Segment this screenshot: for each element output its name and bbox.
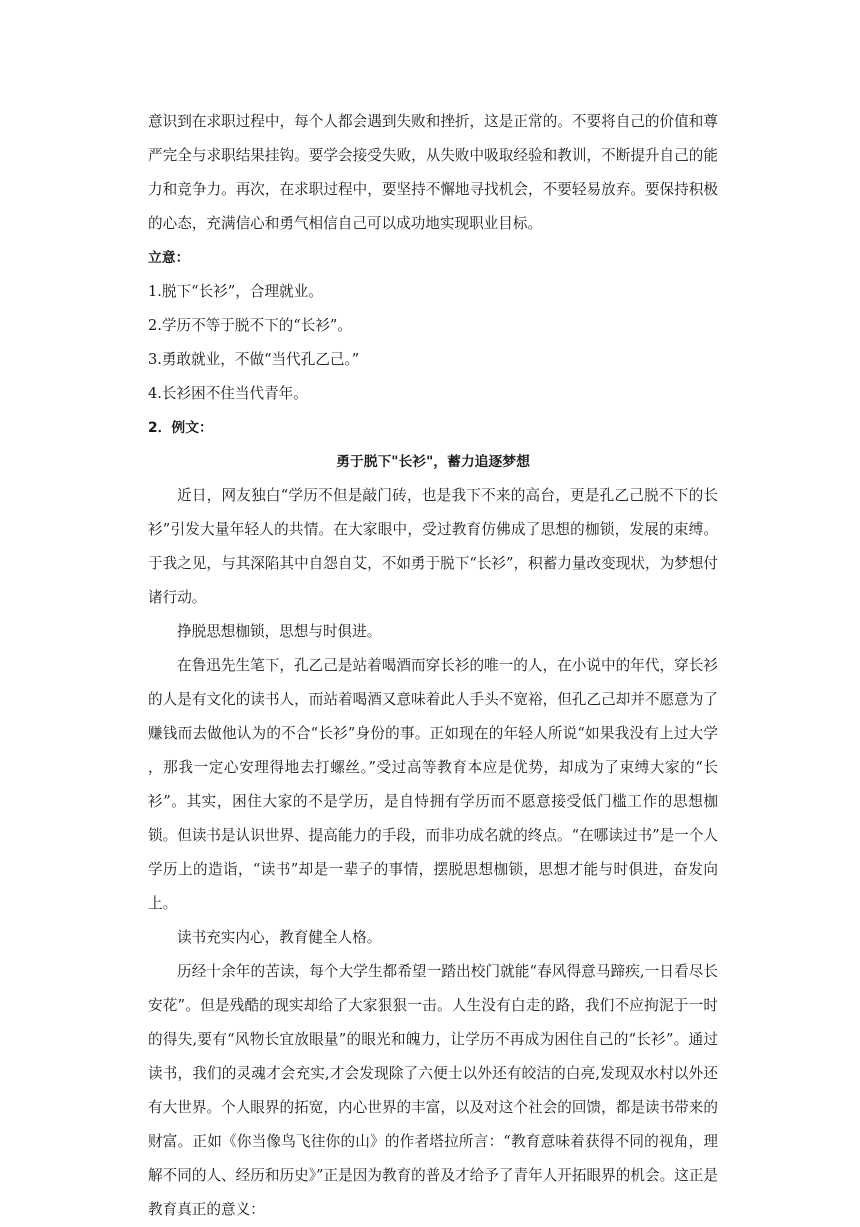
document-body: [148, 105, 718, 1227]
intro-paragraph: 意识到在求职过程中，每个人都会遇到失败和挫折，这是正常的。不要将自己的价值和尊严完全与求职结果挂钩。要学会接受失败，从失败中吸取经验和教训，不断提升自己的能力和竞争力。再次，在求职过程中，要坚持不懈地寻找机会，不要轻易放弃。要保持积极的心态，充满信心和勇气相信自己可以成功地实现职业目标。: [148, 113, 718, 232]
theme-point: 4.长衫困不住当代青年。: [148, 385, 308, 402]
theme-heading: 立意：: [148, 250, 190, 266]
essay-subheading: 读书充实内心，教育健全人格。: [177, 929, 382, 946]
example-heading: 2．例文：: [148, 420, 213, 436]
essay-paragraph: 历经十余年的苦读，每个大学生都希望一踏出校门就能“春风得意马蹄疾,一日看尽长安花”。但是残酷的现实却给了大家狠狠一击。人生没有白走的路，我们不应拘泥于一时的得失,要有“风物长宜放眼量”的眼光和魄力，让学历不再成为困住自己的“长衫”。通过读书，我们的灵魂才会充实,才会发现除了六便士以外还有皎洁的白亮,发现双水村以外还有大世界。个人眼界的拓宽，内心世界的丰富，以及对这个社会的回馈，都是读书带来的财富。正如《你当像鸟飞往你的山》的作者塔拉所言：“教育意味着获得不同的视角，理解不同的人、经历和历史》”正是因为教育的普及才给予了青年人开拓眼界的机会。这正是教育真正的意义：: [148, 963, 718, 1218]
essay-subheading: 挣脱思想枷锁，思想与时俱进。: [177, 623, 382, 640]
theme-point: 1.脱下“长衫”，合理就业。: [148, 283, 323, 300]
theme-point: 3.勇敢就业，不做“当代孔乙己。”: [148, 351, 360, 368]
theme-point: 2.学历不等于脱不下的“长衫”。: [148, 317, 352, 334]
essay-paragraph: 在鲁迅先生笔下，孔乙己是站着喝酒而穿长衫的唯一的人，在小说中的年代，穿长衫的人是有文化的读书人，而站着喝酒又意味着此人手头不宽裕，但孔乙己却并不愿意为了赚钱而去做他认为的不合“长衫”身份的事。正如现在的年轻人所说“如果我没有上过大学 ，那我一定心安理得地去打螺丝。”受过高等教育本应是优势，却成为了束缚大家的“长衫”。其实，困住大家的不是学历，是自恃拥有学历而不愿意接受低门槛工作的思想枷锁。但读书是认识世界、提高能力的手段，而非功成名就的终点。“在哪读过书”是一个人学历上的造诣，“读书”却是一辈子的事情，摆脱思想枷锁，思想才能与时俱进，奋发向上。: [148, 657, 718, 912]
essay-paragraph: 近日，网友独白“学历不但是敲门砖，也是我下不来的高台，更是孔乙己脱不下的长衫”引发大量年轻人的共情。在大家眼中，受过教育仿佛成了思想的枷锁，发展的束缚。于我之见，与其深陷其中自怨自艾，不如勇于脱下“长衫”，积蓄力量改变现状，为梦想付诸行动。: [148, 487, 718, 606]
essay-title: 勇于脱下"长衫"，蓄力追逐梦想: [336, 454, 530, 470]
